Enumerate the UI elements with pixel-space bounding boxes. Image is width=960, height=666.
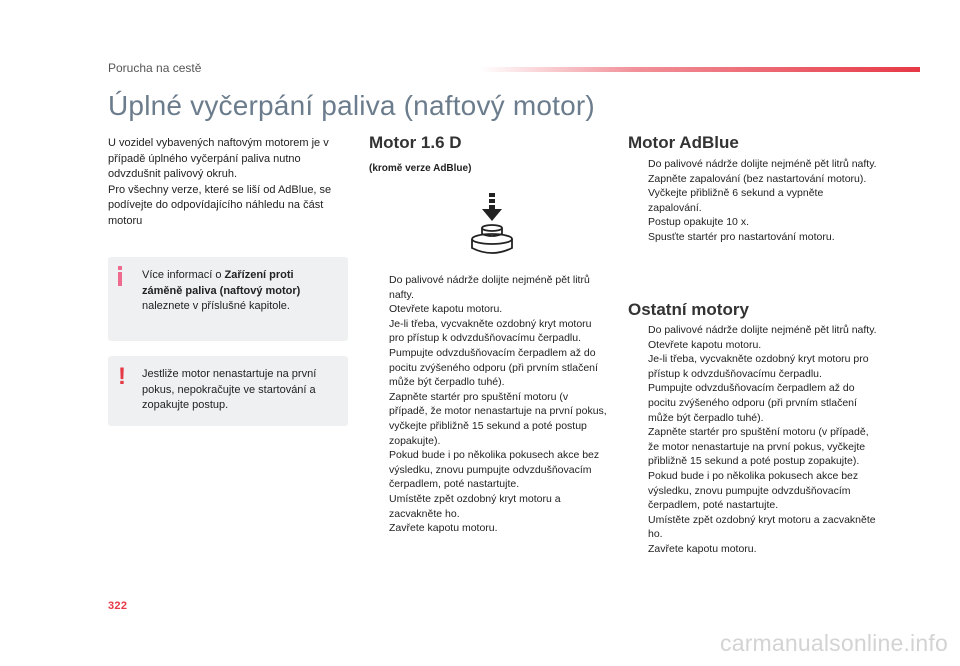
step-text: Je-li třeba, vycvakněte ozdobný kryt motoru pro přístup k odvzdušňovacímu čerpadlu. xyxy=(648,353,869,380)
step-text: Do palivové nádrže dolijte nejméně pět litrů nafty. xyxy=(648,324,877,336)
info-text-pre: Více informací o xyxy=(142,269,225,281)
step-text: Zapněte zapalování (bez nastartování motoru). xyxy=(648,172,867,185)
list-item xyxy=(369,302,609,317)
step-text: Otevřete kapotu motoru. xyxy=(389,303,503,316)
info-text-bold: Zařízení proti záměně paliva (naftový motor) xyxy=(142,269,301,297)
list-item xyxy=(628,157,878,172)
list-item xyxy=(628,542,878,557)
step-text: Pumpujte odvzdušňovacím čerpadlem až do pocitu zvýšeného odporu (při prvním stlačení může být čerpadlo tuhé). xyxy=(648,382,857,424)
step-text: Vyčkejte přibližně 6 sekund a vypněte zapalování. xyxy=(648,187,824,214)
list-item xyxy=(369,390,609,448)
info-text-post: naleznete v příslušné kapitole. xyxy=(142,300,290,312)
list-item xyxy=(628,338,878,353)
watermark: carmanualsonline.info xyxy=(720,630,948,656)
page-number: 322 xyxy=(108,600,128,612)
step-text: Pokud bude i po několika pokusech akce bez výsledku, znovu pumpujte odvzdušňovacím čerpadlem, poté nastartujte. xyxy=(389,449,600,491)
list-item xyxy=(628,323,878,338)
intro-column xyxy=(108,136,348,229)
list-item xyxy=(369,346,609,390)
other-steps xyxy=(628,323,878,557)
step-text: Pokud bude i po několika pokusech akce bez výsledku, znovu pumpujte odvzdušňovacím čerpadlem, poté nastartujte. xyxy=(648,469,859,512)
list-item xyxy=(369,448,609,492)
page-title: Úplné vyčerpání paliva (naftový motor) xyxy=(108,90,595,121)
info-icon xyxy=(118,266,122,286)
step-text: Umístěte zpět ozdobný kryt motoru a zacvakněte ho. xyxy=(648,513,876,541)
adblue-title: Motor AdBlue xyxy=(628,133,739,152)
intro-paragraph-2: Pro všechny verze, které se liší od AdBlue, se podívejte do odpovídajícího náhledu na část motoru xyxy=(108,183,332,227)
warning-box xyxy=(108,356,348,426)
step-text: Otevřete kapotu motoru. xyxy=(648,338,762,351)
list-item xyxy=(628,186,878,215)
step-text: Pumpujte odvzdušňovacím čerpadlem až do pocitu zvýšeného odporu (při prvním stlačení může být čerpadlo tuhé). xyxy=(389,346,598,389)
adblue-steps xyxy=(628,157,878,245)
motor16-header xyxy=(369,133,609,174)
warning-icon: ! xyxy=(118,363,126,390)
step-text: Do palivové nádrže dolijte nejméně pět litrů nafty. xyxy=(648,158,877,170)
list-item xyxy=(628,215,878,230)
list-item xyxy=(369,317,609,346)
motor16-title: Motor 1.6 D xyxy=(369,133,462,152)
step-text: Zavřete kapotu motoru. xyxy=(389,522,498,535)
step-text: Zavřete kapotu motoru. xyxy=(648,542,757,555)
step-text: Do palivové nádrže dolijte nejméně pět litrů nafty. xyxy=(389,274,590,301)
step-text: Umístěte zpět ozdobný kryt motoru a zacvakněte ho. xyxy=(389,492,561,520)
motor16-steps xyxy=(369,273,609,536)
priming-pump-icon xyxy=(466,192,518,258)
motor16-subtitle: (kromě verze AdBlue) xyxy=(369,163,472,174)
list-item xyxy=(369,492,609,521)
list-item xyxy=(628,172,878,187)
list-item xyxy=(369,273,609,302)
step-text: Zapněte startér pro spuštění motoru (v případě, že motor nenastartuje na první pokus, vyčkejte přibližně 15 sekund a poté postup zopakujte). xyxy=(648,426,869,468)
header-accent-bar xyxy=(480,67,920,72)
other-header xyxy=(628,300,878,320)
list-item xyxy=(369,521,609,536)
step-text: Je-li třeba, vycvakněte ozdobný kryt motoru pro přístup k odvzdušňovacímu čerpadlu. xyxy=(389,317,592,345)
list-item xyxy=(628,381,878,425)
other-title: Ostatní motory xyxy=(628,300,749,319)
list-item xyxy=(628,513,878,542)
header-section-label: Porucha na cestě xyxy=(108,61,202,75)
step-text: Zapněte startér pro spuštění motoru (v případě, že motor nenastartuje na první pokus, vyčkejte přibližně 15 sekund a poté postup zopakujte). xyxy=(389,390,607,447)
list-item xyxy=(628,425,878,469)
adblue-header xyxy=(628,133,878,153)
intro-text xyxy=(108,136,348,229)
step-text: Spusťte startér pro nastartování motoru. xyxy=(648,230,835,243)
step-text: Postup opakujte 10 x. xyxy=(648,216,749,229)
intro-paragraph-1: U vozidel vybavených naftovým motorem je v případě úplného vyčerpání paliva nutno odvzdušnit palivový okruh. xyxy=(108,137,329,180)
list-item xyxy=(628,230,878,245)
list-item xyxy=(628,469,878,513)
warning-box-text: Jestliže motor nenastartuje na první pokus, nepokračujte ve startování a zopakujte postup. xyxy=(142,368,317,411)
info-box-text xyxy=(142,268,334,315)
info-box xyxy=(108,257,348,341)
list-item xyxy=(628,352,878,381)
